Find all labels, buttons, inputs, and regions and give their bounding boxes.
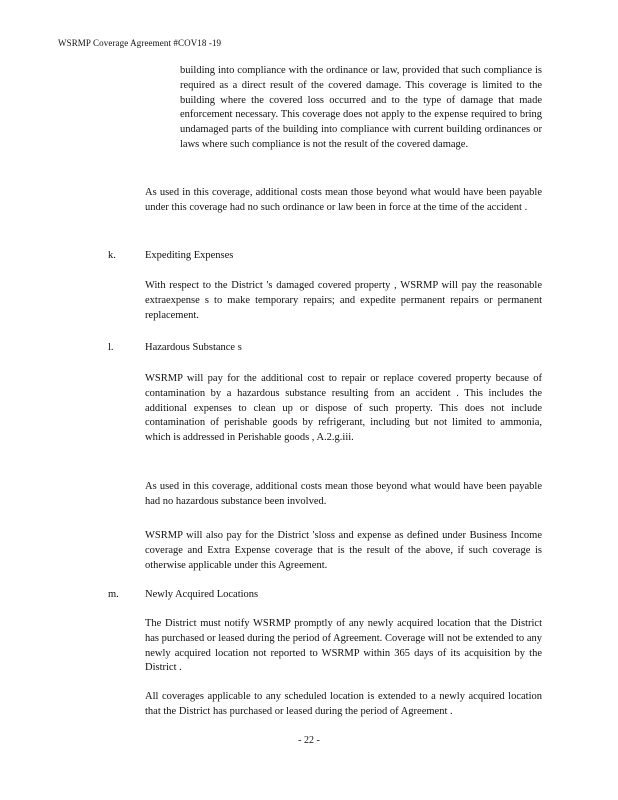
paragraph-coverage-extension: All coverages applicable to any scheduled location is extended to a newly acquired location that the District has purchased or leased during the period of Agreement . (145, 691, 542, 717)
paragraph-hazardous-substance: WSRMP will pay for the additional cost to repair or replace covered property because of contamination by a hazardous substance resulting from an accident . This includes the additional expenses to clean up or dispose of such property. This does not include contamination of perishable goods by refrigerant, including but not limited to ammonia, which is addressed in Perishable goods , A.2.g.iii. (145, 373, 542, 444)
paragraph-ordinance-continuation: building into compliance with the ordinance or law, provided that such compliance is required as a direct result of the covered damage. This coverage is limited to the building where the covered loss occurred and to the type of damage that made enforcement necessary. This coverage does not apply to the expense required to bring undamaged parts of the building into compliance with current building ordinances or laws where such compliance is not the result of the covered damage. (180, 65, 542, 150)
paragraph-notify-new-location: The District must notify WSRMP promptly of any newly acquired location that the District has purchased or leased during the period of Agreement. Coverage will not be extended to any newly acquired location not reported to WSRMP within 365 days of its acquisition by the District . (145, 618, 542, 674)
section-m-marker: m. (108, 589, 119, 600)
section-l-heading: Hazardous Substance s (145, 342, 242, 353)
paragraph-expediting-expenses: With respect to the District 's damaged covered property , WSRMP will pay the reasonable extraexpense s to make temporary repairs; and expedite permanent repairs or permanent replacement. (145, 280, 542, 321)
section-k-heading: Expediting Expenses (145, 250, 234, 261)
section-l-marker: l. (108, 342, 114, 353)
section-k-marker: k. (108, 250, 116, 261)
section-m-heading: Newly Acquired Locations (145, 589, 259, 600)
paragraph-business-income: WSRMP will also pay for the District 'sloss and expense as defined under Business Income coverage and Extra Expense coverage that is the result of the above, if such coverage is otherwise applicable under this Agreement. (145, 530, 542, 571)
document-header: WSRMP Coverage Agreement #COV18 -19 (58, 38, 222, 48)
paragraph-hazardous-additional-costs: As used in this coverage, additional costs mean those beyond what would have been payable had no hazardous substance been involved. (145, 481, 542, 507)
page-number: - 22 - (298, 735, 320, 746)
paragraph-additional-costs-definition: As used in this coverage, additional costs mean those beyond what would have been payable under this coverage had no such ordinance or law been in force at the time of the accident . (145, 187, 542, 213)
